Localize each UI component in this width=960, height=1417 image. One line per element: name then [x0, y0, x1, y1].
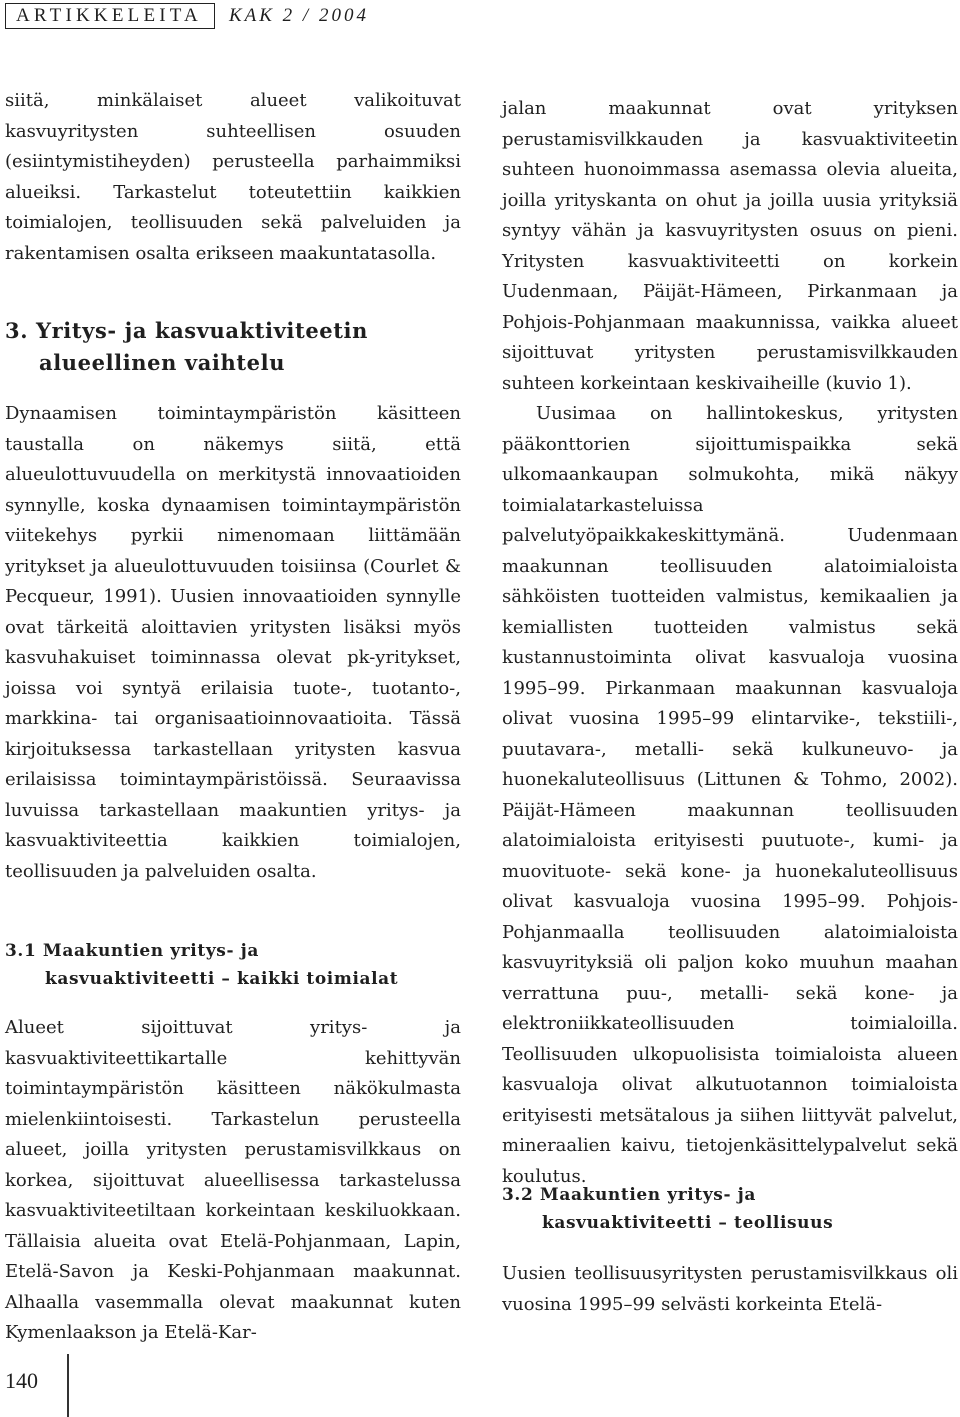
- left-intro-paragraph: [5, 86, 461, 269]
- subsection-number: 3.1: [5, 941, 37, 961]
- subsection-number: 3.2: [502, 1185, 534, 1205]
- subsection-title-line-1: Maakuntien yritys- ja: [42, 941, 260, 961]
- subsection-title: [502, 1181, 958, 1237]
- section-title: [5, 315, 461, 379]
- subsection-title-line-2: kasvuaktiviteetti – kaikki toimialat: [45, 969, 399, 989]
- subsection-title: [5, 937, 461, 993]
- left-body-paragraph-1: [5, 399, 461, 887]
- body-text: Alueet sijoittuvat yritys- ja kasvuaktiviteettikartalle kehittyvän toimintaympäristön käsitteen näkökulmasta mielenkiintoisesti. Tarkastelun perusteella alueet, joilla yritysten perustamisvilkkaus on korkea, sijoittuvat alueellisessa tarkastelussa kasvuaktiviteetiltaan korkeintaan keskiluokkaan. Tällaisia alueita ovat Etelä-Pohjanmaan, Lapin, Etelä-Savon ja Keski-Pohjanmaan maakunnat. Alhaalla vasemmalla olevat maakunnat kuten Kymenlaakson ja Etelä-Kar-: [5, 1017, 461, 1343]
- body-text: jalan maakunnat ovat yrityksen perustamisvilkkauden ja kasvuaktiviteetin suhteen huonoimmassa asemassa olevia alueita, joilla yrityskanta on ohut ja joilla uusia yrityksiä syntyy vähän ja kasvuyritysten osuus on pieni. Yritysten kasvuaktiviteetti on korkein Uudenmaan, Päijät-Hämeen, Pirkanmaan ja Pohjois-Pohjanmaan maakunnissa, vaikka alueet sijoittuvat yritysten perustamisvilkkauden suhteen korkeintaan keskivaiheille (kuvio 1).: [502, 98, 958, 394]
- left-body-paragraph-2: [5, 1013, 461, 1349]
- running-header: [5, 3, 369, 29]
- section-number: 3.: [5, 318, 29, 343]
- footer-divider: [67, 1354, 69, 1417]
- subsection-heading-3-1: [5, 937, 461, 993]
- section-title-line-2: alueellinen vaihtelu: [39, 350, 286, 375]
- body-text: Uusien teollisuusyritysten perustamisvilkkaus oli vuosina 1995–99 selvästi korkeinta Etelä-: [502, 1263, 958, 1315]
- section-heading: [5, 315, 461, 379]
- right-body-paragraph-1: [502, 94, 958, 1192]
- subsection-title-line-1: Maakuntien yritys- ja: [539, 1185, 757, 1205]
- section-title-line-1: Yritys- ja kasvuaktiviteetin: [36, 318, 368, 343]
- issue-label: KAK 2 / 2004: [228, 5, 369, 26]
- right-body-paragraph-3: [502, 1259, 958, 1320]
- body-text: Uusimaa on hallintokeskus, yritysten pääkonttorien sijoittumispaikka sekä ulkomaankaupan solmukohta, mikä näkyy toimialatarkasteluissa palvelutyöpaikkakeskittymänä. Uudenmaan maakunnan teollisuuden alatoimialoista sähköisten tuotteiden valmistus, kemikaalien ja kemiallisten tuotteiden valmistus sekä kustannustoiminta olivat kasvualoja vuosina 1995–99. Pirkanmaan maakunnan kasvualoja olivat vuosina 1995–99 elintarvike-, tekstiili-, puutavara-, metalli- sekä kulkuneuvo- ja huonekaluteollisuus (Littunen & Tohmo, 2002). Päijät-Hämeen maakunnan teollisuuden alatoimialoista erityisesti puutuote-, kumi- ja muovituote- sekä kone- ja huonekaluteollisuus olivat kasvualoja vuosina 1995–99. Pohjois-Pohjanmaalla teollisuuden alatoimialoista kasvuyrityksiä oli paljon koko muuhun maahan verrattuna puu-, metalli- sekä kone- ja elektroniikkateollisuuden toimialoilla. Teollisuuden ulkopuolisista toimialoista alueen kasvualoja olivat alkutuotannon toimialoista erityisesti metsätalous ja siihen liittyvät palvelut, mineraalien kaivu, tietojenkäsittelypalvelut sekä koulutus.: [502, 403, 958, 1187]
- subsection-heading-3-2: [502, 1181, 958, 1237]
- body-text: Dynaamisen toimintaympäristön käsitteen taustalla on näkemys siitä, että alueulottuvuudella on merkitystä innovaatioiden synnylle, koska dynaamisen toimintaympäristön viitekehys pyrkii nimenomaan liittämään yritykset ja alueulottuvuuden toisiinsa (Courlet & Pecqueur, 1991). Uusien innovaatioiden synnylle ovat tärkeitä aloittavien yritysten lisäksi myös kasvuhakuiset toiminnassa olevat pk-yritykset, joissa voi syntyä erilaisia tuote-, tuotanto-, markkina- tai organisaatioinnovaatioita. Tässä kirjoituksessa tarkastellaan yritysten kasvua erilaisissa toimintaympäristöissä. Seuraavissa luvuissa tarkastellaan maakuntien yritys- ja kasvuaktiviteettia kaikkien toimialojen, teollisuuden ja palveluiden osalta.: [5, 403, 461, 882]
- intro-text: siitä, minkälaiset alueet valikoituvat kasvuyritysten suhteellisen osuuden (esiintymistiheyden) perusteella parhaimmiksi alueiksi. Tarkastelut toteutettiin kaikkien toimialojen, teollisuuden sekä palveluiden ja rakentamisen osalta erikseen maakuntatasolla.: [5, 90, 461, 264]
- subsection-title-line-2: kasvuaktiviteetti – teollisuus: [542, 1213, 834, 1233]
- page-number: 140: [5, 1368, 38, 1393]
- section-label: ARTIKKELEITA: [5, 3, 215, 29]
